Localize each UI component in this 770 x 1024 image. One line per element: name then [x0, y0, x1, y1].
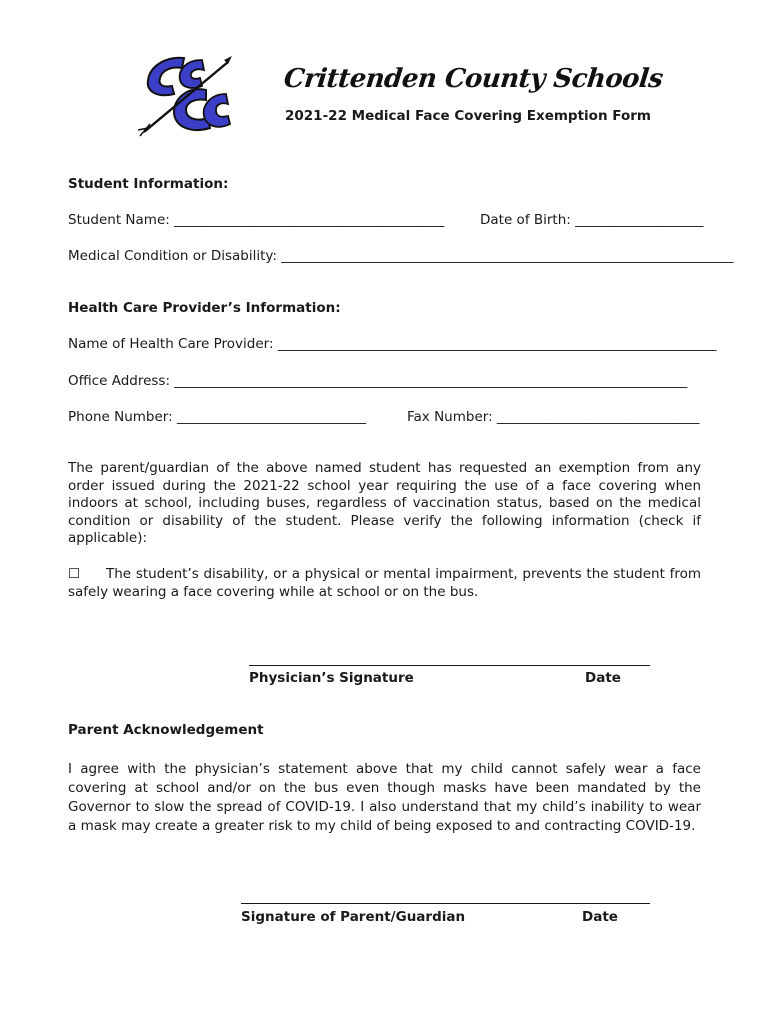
request-paragraph: The parent/guardian of the above named student has requested an exemption from any order issued during the 2021-22 school year requiring the use of a face covering when indoors at school, including buses, regardless of vaccination status, based on the medical condition or disability of the student. Please verify the following information (check if applicable):: [68, 460, 701, 546]
parent-acknowledgement-heading: Parent Acknowledgement: [68, 722, 264, 738]
disability-checkbox-item: [68, 566, 701, 601]
physician-date-label: Date: [585, 670, 621, 686]
date-of-birth-field[interactable]: Date of Birth: ___________________: [480, 212, 704, 228]
form-title: 2021-22 Medical Face Covering Exemption Form: [285, 108, 651, 124]
crittenden-cc-logo: [136, 50, 236, 140]
fax-number-field[interactable]: Fax Number: ______________________________: [407, 409, 700, 425]
parent-date-label: Date: [582, 909, 618, 925]
physician-signature-label: Physician’s Signature: [249, 670, 414, 686]
student-name-field[interactable]: Student Name: ________________________________________: [68, 212, 445, 228]
medical-condition-field[interactable]: Medical Condition or Disability: ___________________________________________________________________: [68, 248, 734, 264]
checkbox-statement: The student’s disability, or a physical or mental impairment, prevents the student from safely wearing a face covering while at school or on the bus.: [68, 566, 701, 600]
logo-letter-c-top: [148, 58, 184, 95]
school-name: Crittenden County Schools: [282, 64, 665, 94]
parent-signature-label: Signature of Parent/Guardian: [241, 909, 466, 925]
office-address-field[interactable]: Office Address: ____________________________________________________________________________: [68, 373, 688, 389]
phone-number-field[interactable]: Phone Number: ____________________________: [68, 409, 366, 425]
provider-info-heading: Health Care Provider’s Information:: [68, 300, 341, 316]
student-info-heading: Student Information:: [68, 176, 229, 192]
parent-signature-line[interactable]: [241, 903, 650, 904]
parent-acknowledgement-paragraph: I agree with the physician’s statement above that my child cannot safely wear a face covering at school and/or on the bus even though masks have been mandated by the Governor to slow the spread of COVID-19. I also understand that my child’s inability to wear a mask may create a greater risk to my child of being exposed to and contracting COVID-19.: [68, 761, 701, 834]
physician-signature-line[interactable]: [249, 665, 650, 666]
checkbox-icon[interactable]: ☐: [68, 566, 81, 582]
provider-name-field[interactable]: Name of Health Care Provider: _________________________________________________________________: [68, 336, 717, 352]
